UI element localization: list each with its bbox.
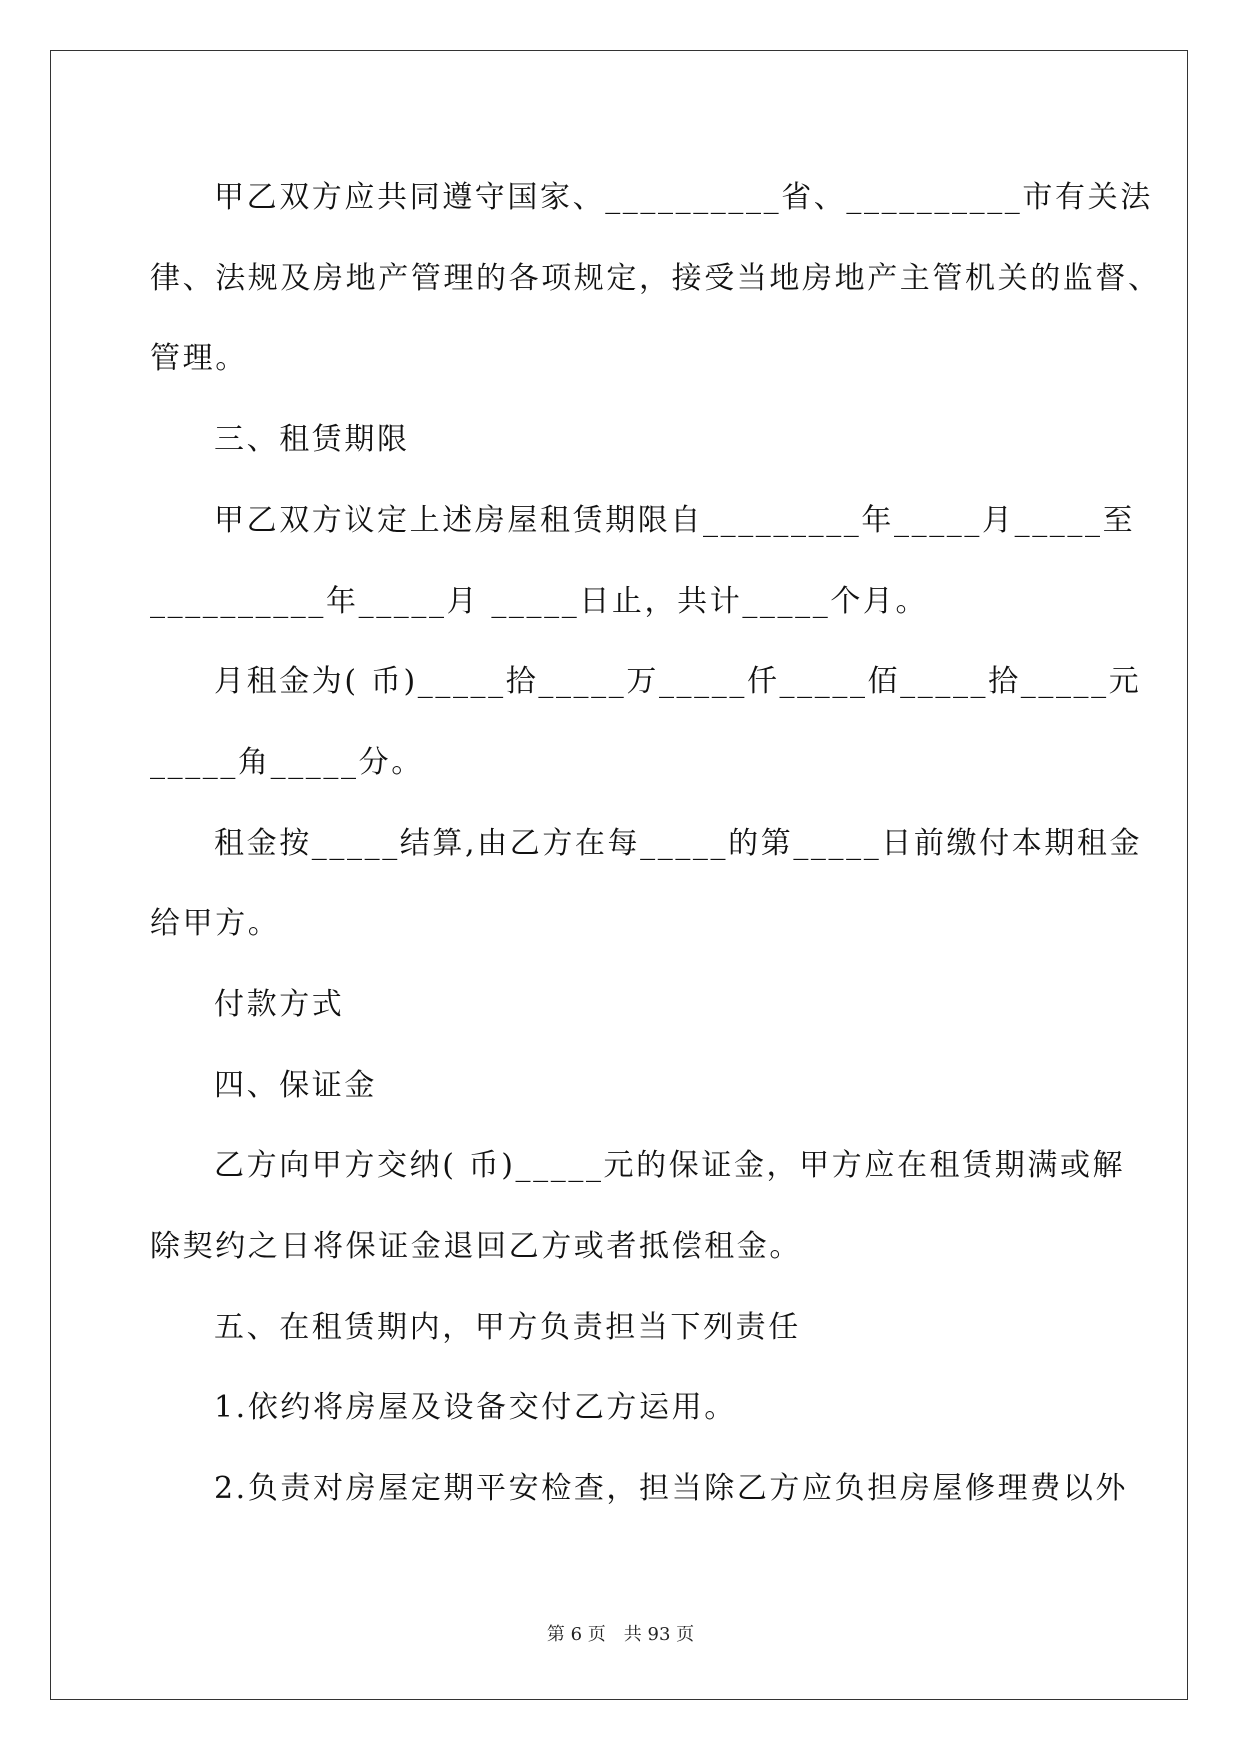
text-line: 给甲方。 xyxy=(150,906,281,941)
text-line: 甲乙双方应共同遵守国家、__________省、__________市有关法 xyxy=(214,180,1153,215)
list-item: 2.负责对房屋定期平安检查，担当除乙方应负担房屋修理费以外 xyxy=(214,1471,1129,1506)
list-item: 1.依约将房屋及设备交付乙方运用。 xyxy=(214,1390,737,1425)
text-line: 管理。 xyxy=(150,341,248,376)
text-line: 月租金为( 币)_____拾_____万_____仟_____佰_____拾_____元 xyxy=(214,664,1142,699)
text-line: _____角_____分。 xyxy=(150,745,424,780)
text-line: 付款方式 xyxy=(214,987,345,1022)
section-heading: 四、保证金 xyxy=(214,1068,377,1103)
page-number: 第 6 页 共 93 页 xyxy=(546,1624,695,1645)
section-heading: 三、租赁期限 xyxy=(214,422,410,457)
text-line: 甲乙双方议定上述房屋租赁期限自_________年_____月_____至 xyxy=(214,503,1136,538)
section-heading: 五、在租赁期内，甲方负责担当下列责任 xyxy=(214,1310,801,1345)
text-line: 租金按_____结算,由乙方在每_____的第_____日前缴付本期租金 xyxy=(214,826,1143,861)
page-border xyxy=(50,50,1188,1700)
text-line: 乙方向甲方交纳( 币)_____元的保证金，甲方应在租赁期满或解 xyxy=(214,1148,1126,1183)
text-line: 律、法规及房地产管理的各项规定，接受当地房地产主管机关的监督、 xyxy=(150,261,1161,296)
text-line: 除契约之日将保证金退回乙方或者抵偿租金。 xyxy=(150,1229,802,1264)
text-line: __________年_____月 _____日止，共计_____个月。 xyxy=(150,584,929,619)
